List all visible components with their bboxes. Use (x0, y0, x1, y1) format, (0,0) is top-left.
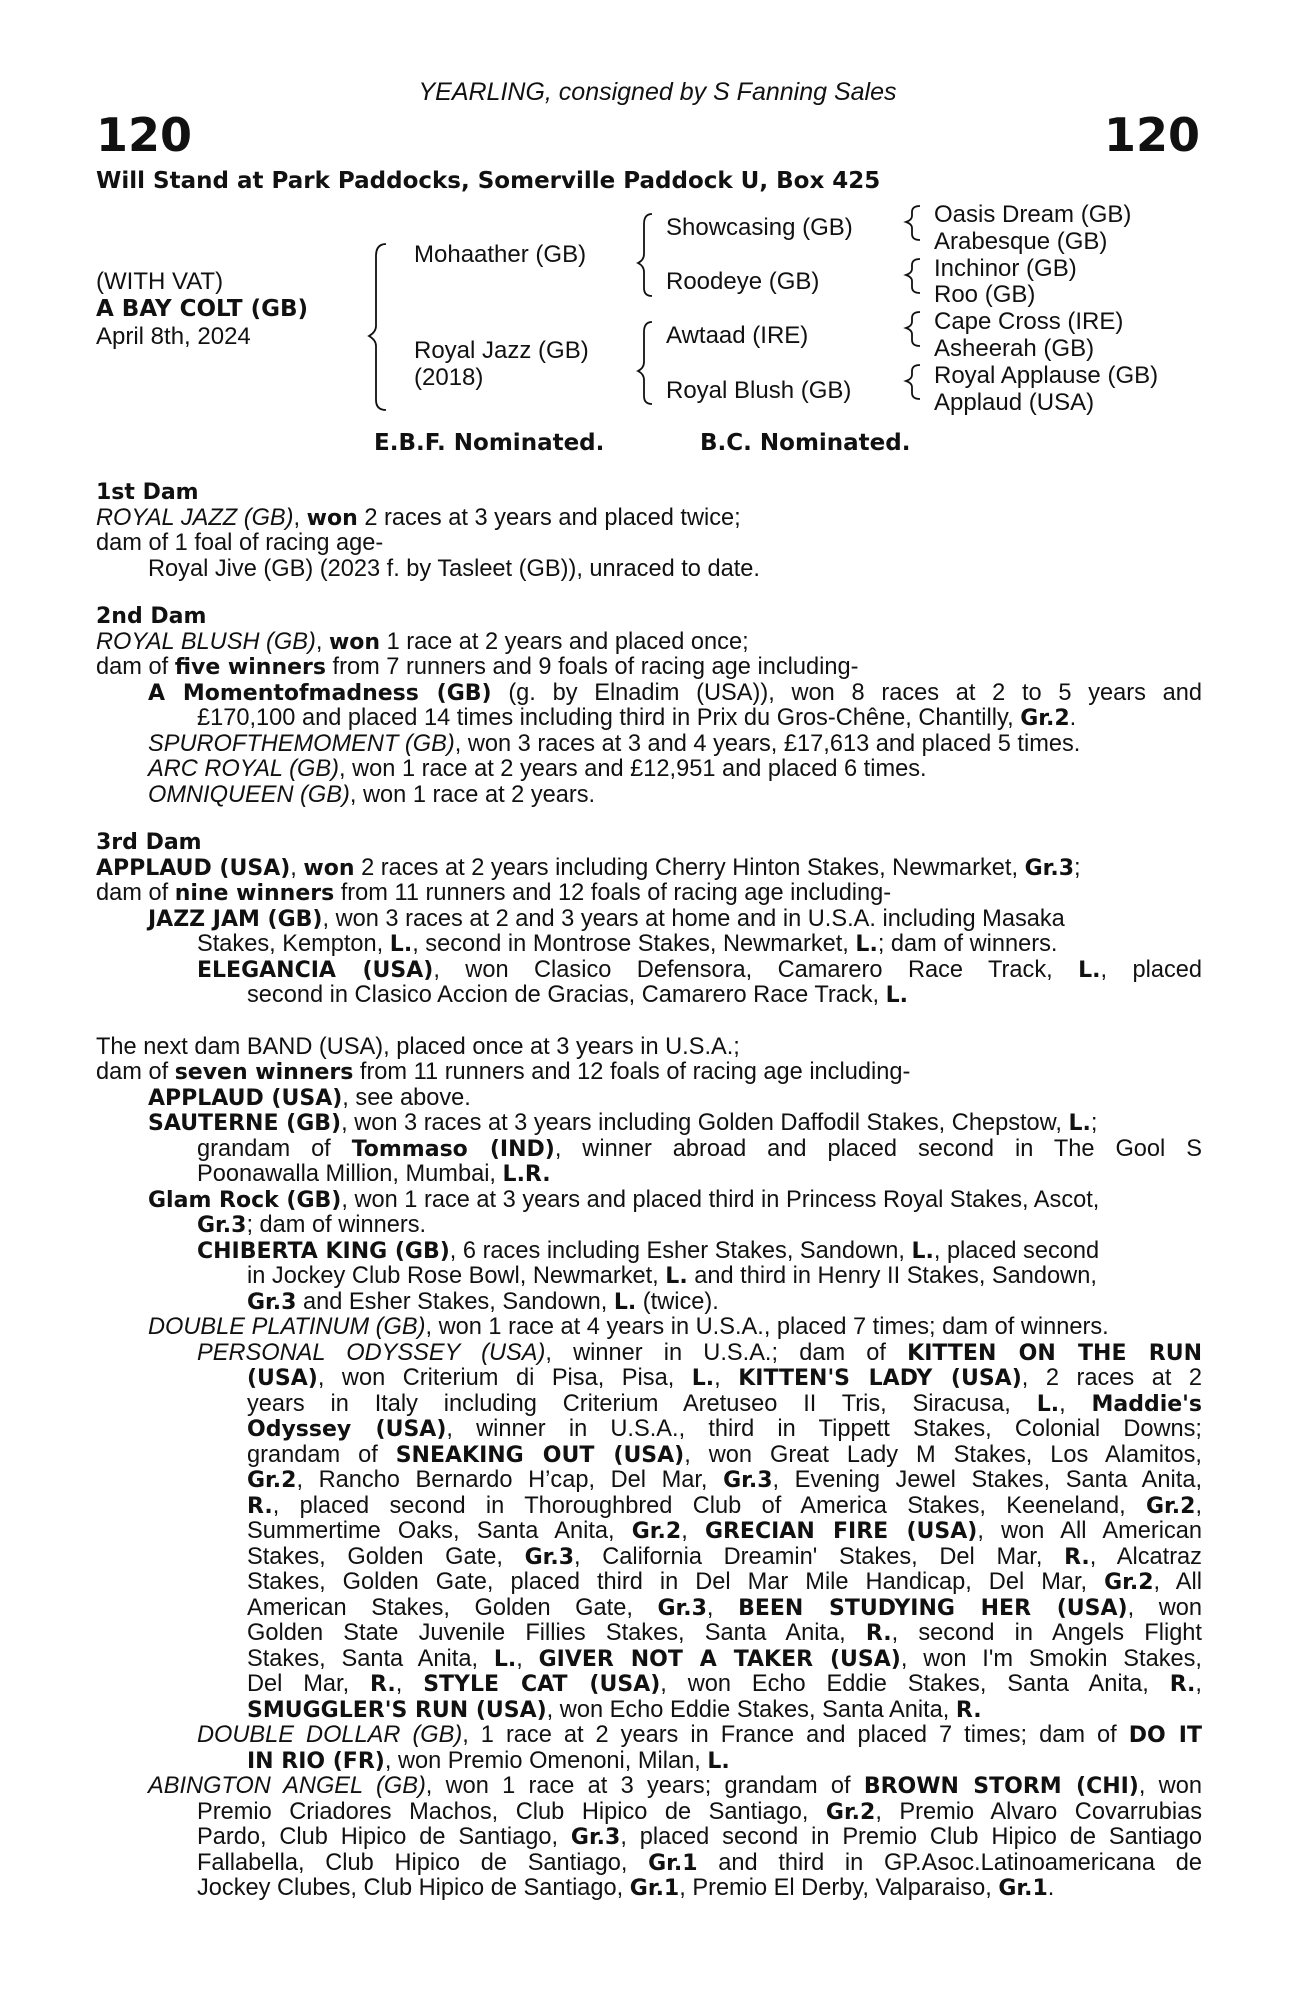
second-dam-heading: 2nd Dam (96, 604, 207, 629)
text: , won 1 race at 3 years; grandam of (425, 1773, 864, 1799)
text: , winner abroad and placed second in The Gool S (554, 1135, 1202, 1162)
pedigree-sdd: Roo (GB) (934, 281, 1036, 308)
text: , won I'm Smokin Stakes, (900, 1645, 1202, 1672)
text: Stakes, Kempton, (197, 931, 390, 957)
text: , Premio Alvaro Covarrubias (875, 1798, 1202, 1825)
text: grandam of (247, 1441, 396, 1468)
pedigree-dam: Royal Jazz (GB) (414, 337, 589, 364)
elegancia-line-2 (96, 983, 1202, 1009)
text: Stakes, Golden Gate, placed third in Del Mar Mile Handicap, Del Mar, (247, 1569, 1105, 1595)
text: , second in Montrose Stakes, Newmarket, (412, 931, 856, 957)
sauterne-name: SAUTERNE (GB) (148, 1111, 342, 1136)
text: dam of (96, 880, 175, 906)
listed: L. (1078, 957, 1101, 983)
text: , won 3 races at 2 and 3 years at home and in U.S.A. including Masaka (322, 905, 1065, 932)
bc-nominated: B.C. Nominated. (700, 430, 911, 456)
restricted: R. (865, 1621, 892, 1646)
horse-name: STYLE CAT (USA) (423, 1672, 661, 1697)
lot-number-left: 120 (96, 108, 193, 162)
applaud-name: APPLAUD (USA) (148, 1085, 343, 1111)
text: Poonawalla Million, Mumbai, (197, 1161, 503, 1187)
text: dam of (96, 1059, 175, 1085)
text: Del Mar, (247, 1671, 371, 1697)
grade: Gr.3 (197, 1213, 247, 1238)
pedigree-sire: Mohaather (GB) (414, 241, 587, 268)
horse-name: GRECIAN FIRE (USA) (704, 1519, 978, 1544)
grade: Gr.2 (1146, 1493, 1196, 1519)
grade: Gr.3 (524, 1544, 575, 1570)
amm-line-1 (96, 681, 1202, 707)
listed: L. (665, 1264, 688, 1289)
text: , All (1153, 1569, 1202, 1595)
horse-name: Odyssey (USA) (247, 1417, 447, 1442)
bracket-gen1 (369, 244, 386, 410)
glamrock-line-2 (96, 1213, 1202, 1239)
horse-name: DO IT (1128, 1723, 1202, 1748)
text: , 6 races including Esher Stakes, Sandown, (449, 1237, 912, 1264)
text: , Rancho Bernardo H’cap, Del Mar, (296, 1467, 724, 1493)
listed: L. (691, 1366, 715, 1391)
grade: Gr.2 (247, 1468, 297, 1493)
text: Stakes, Santa Anita, (247, 1645, 494, 1672)
listed: L. (1068, 1111, 1091, 1136)
applaud-line (96, 1086, 1202, 1112)
amm-name: A Momentofmadness (GB) (148, 680, 492, 706)
doubledollar-line-2 (96, 1749, 1202, 1775)
text: Summertime Oaks, Santa Anita, (247, 1518, 632, 1544)
text: , Alcatraz (1089, 1543, 1202, 1570)
text: ; dam of winners. (246, 1212, 427, 1238)
odyssey-line-12 (96, 1621, 1202, 1647)
text: , won 3 races at 3 years including Golden Daffodil Stakes, Chepstow, (341, 1110, 1069, 1136)
lot-number-right: 120 (1103, 108, 1200, 162)
text: , placed (1100, 956, 1203, 983)
consignor-line: YEARLING, consigned by S Fanning Sales (418, 78, 897, 106)
third-dam-heading: 3rd Dam (96, 830, 202, 855)
spur-line (96, 732, 1202, 758)
odyssey-line-14 (96, 1672, 1202, 1698)
arc-line (96, 757, 1202, 783)
first-dam-foal: Royal Jive (GB) (2023 f. by Tasleet (GB)), unraced to date. (148, 555, 760, 582)
text: Premio Criadores Machos, Club Hipico de Santiago, (197, 1798, 826, 1825)
horse-name: BEEN STUDYING HER (USA) (738, 1595, 1128, 1621)
produce-record (96, 480, 1202, 1902)
chiberta-line-3 (96, 1290, 1202, 1316)
listed: L. (1036, 1391, 1060, 1417)
text: dam of (96, 654, 175, 680)
text: ; dam of winners. (877, 931, 1058, 957)
horse-name: KITTEN ON THE RUN (907, 1340, 1203, 1366)
text: grandam of (197, 1135, 352, 1162)
third-dam-name: APPLAUD (USA) (96, 855, 291, 881)
abington-name: ABINGTON ANGEL (GB) (148, 1773, 426, 1799)
text: and third in GP.Asoc.Latinoamericana de (697, 1849, 1202, 1876)
grade: Gr.2 (631, 1519, 682, 1544)
text: , (706, 1594, 739, 1621)
grade: Gr.3 (247, 1289, 297, 1315)
doubledollar-name: DOUBLE DOLLAR (GB) (197, 1722, 463, 1748)
second-dam-line: ROYAL BLUSH (GB), won 1 race at 2 years and placed once; (96, 628, 749, 655)
first-dam-name: ROYAL JAZZ (GB) (96, 504, 294, 531)
text: , placed second in Thoroughbred Club of America Stakes, Keeneland, (272, 1492, 1146, 1519)
listed: L. (613, 1289, 637, 1315)
text: , won Clasico Defensora, Camarero Race Track, (433, 956, 1079, 983)
grade: Gr.3 (1024, 855, 1075, 881)
pedigree-dam-sire: Awtaad (IRE) (666, 322, 809, 349)
horse-name: KITTEN'S LADY (USA) (738, 1366, 1022, 1391)
text: , won 3 races at 3 and 4 years, £17,613 and placed 5 times. (454, 730, 1081, 757)
next-dam-line: The next dam BAND (USA), placed once at 3 years in U.S.A.; (96, 1033, 740, 1060)
text: Stakes, Golden Gate, (247, 1543, 525, 1570)
text: ; (1090, 1110, 1098, 1136)
elegancia-name: ELEGANCIA (USA) (197, 957, 434, 983)
text: , (1195, 1671, 1202, 1697)
text: , second in Angels Flight (891, 1620, 1202, 1646)
horse-name: Maddie's (1091, 1391, 1202, 1417)
pedigree-ddd: Applaud (USA) (934, 389, 1095, 416)
odyssey-line-4 (96, 1417, 1202, 1443)
text: , placed second (933, 1237, 1100, 1264)
chiberta-line-2 (96, 1264, 1202, 1290)
listed: L. (911, 1238, 934, 1264)
text: from 7 runners and 9 foals of racing age including- (325, 654, 859, 680)
text: (twice). (636, 1288, 719, 1315)
restricted: R. (1064, 1544, 1090, 1570)
text: 2 races at 2 years including Cherry Hinton Stakes, Newmarket, (354, 854, 1025, 881)
jazzjam-name: JAZZ JAM (GB) (148, 906, 323, 932)
text: , won Echo Eddie Stakes, Santa Anita, (546, 1696, 956, 1723)
sauterne-line-2 (96, 1137, 1202, 1163)
horse-name: (USA) (247, 1366, 318, 1391)
text: ; (1074, 854, 1081, 881)
odyssey-line-9 (96, 1545, 1202, 1571)
text: , (516, 1645, 539, 1672)
second-dam-produce (96, 655, 1202, 681)
text: . (1047, 1875, 1055, 1901)
winners-count: five winners (174, 655, 326, 680)
spur-name: SPUROFTHEMOMENT (GB) (148, 730, 455, 757)
text: in Jockey Club Rose Bowl, Newmarket, (247, 1263, 666, 1289)
text: , won 1 race at 2 years. (349, 781, 596, 808)
pedigree-brackets (0, 0, 1315, 460)
first-dam-heading: 1st Dam (96, 480, 199, 505)
stand-location: Will Stand at Park Paddocks, Somerville Paddock U, Box 425 (96, 168, 881, 194)
third-dam-line: APPLAUD (USA), won 2 races at 2 years including Cherry Hinton Stakes, Newmarket, Gr.3; (96, 854, 1081, 881)
text: , winner in U.S.A., third in Tippett Stakes, Colonial Downs; (446, 1416, 1202, 1442)
text: , 2 races at 2 (1021, 1365, 1203, 1391)
pedigree-sds: Inchinor (GB) (934, 255, 1077, 282)
text: , won 1 race at 3 years and placed third in Princess Royal Stakes, Ascot, (341, 1186, 1100, 1213)
text: , won 1 race at 4 years in U.S.A., placed 7 times; dam of winners. (425, 1314, 1109, 1340)
omni-line (96, 783, 1202, 809)
text: , won Premio Omenoni, Milan, (384, 1747, 708, 1774)
second-dam-record: 1 race at 2 years and placed once; (380, 628, 749, 655)
listed: L. (855, 932, 878, 957)
jazzjam-line-1 (96, 907, 1202, 933)
text: , California Dreamin' Stakes, Del Mar, (574, 1543, 1065, 1570)
jazzjam-line-2 (96, 932, 1202, 958)
doubledollar-line-1 (96, 1723, 1202, 1749)
bracket-sire (638, 214, 652, 296)
text: , won Criterium di Pisa, Pisa, (317, 1365, 692, 1391)
omni-name: OMNIQUEEN (GB) (148, 781, 350, 808)
doubleplatinum-line (96, 1315, 1202, 1341)
horse-name: SNEAKING OUT (USA) (395, 1442, 685, 1468)
odyssey-line-10 (96, 1570, 1202, 1596)
listed: L. (493, 1646, 517, 1672)
restricted: R. (1169, 1672, 1196, 1697)
bracket-dam (638, 322, 652, 404)
odyssey-line-5 (96, 1443, 1202, 1469)
odyssey-line-8 (96, 1519, 1202, 1545)
odyssey-line-2 (96, 1366, 1202, 1392)
doubleplatinum-name: DOUBLE PLATINUM (GB) (148, 1314, 426, 1340)
text: , Premio El Derby, Valparaiso, (679, 1875, 999, 1901)
pedigree-sire-sire: Showcasing (GB) (666, 214, 853, 241)
amm-line-2 (96, 706, 1202, 732)
restricted: R. (247, 1493, 273, 1519)
listed: L. (885, 983, 908, 1008)
bracket-dd (906, 365, 920, 399)
text: , won (1138, 1773, 1202, 1799)
text: and third in Henry II Stakes, Sandown, (687, 1263, 1097, 1289)
pedigree-dds: Royal Applause (GB) (934, 362, 1159, 389)
horse-name: SMUGGLER'S RUN (USA) (247, 1697, 547, 1723)
restricted: R. (370, 1672, 396, 1697)
elegancia-line-1 (96, 958, 1202, 984)
horse-name: IN RIO (FR) (247, 1748, 385, 1774)
text: Golden State Juvenile Fillies Stakes, Santa Anita, (247, 1620, 866, 1646)
text: from 11 runners and 12 foals of racing age including- (353, 1059, 911, 1085)
text: , see above. (342, 1084, 471, 1111)
abington-line-4 (96, 1851, 1202, 1877)
text: . (1069, 705, 1077, 731)
arc-name: ARC ROYAL (GB) (148, 756, 339, 782)
glamrock-line-1 (96, 1188, 1202, 1214)
abington-line-5 (96, 1876, 1202, 1902)
text: from 11 runners and 12 foals of racing age including- (334, 880, 892, 906)
text: second in Clasico Accion de Gracias, Camarero Race Track, (247, 982, 886, 1008)
horse-name: A BAY COLT (GB) (96, 296, 309, 322)
listed: L.R. (502, 1162, 551, 1187)
winners-count: seven winners (174, 1060, 354, 1085)
won-text: won (303, 855, 355, 881)
text: years in Italy including Criterium Aretuseo II Tris, Siracusa, (247, 1390, 1037, 1417)
bracket-ds (906, 312, 920, 346)
chiberta-name: CHIBERTA KING (GB) (197, 1238, 450, 1264)
first-dam-record: 2 races at 3 years and placed twice; (357, 504, 741, 531)
text: (g. by Elnadim (USA)), won 8 races at 2 to 5 years and (491, 679, 1202, 706)
bracket-ss (906, 206, 920, 240)
odyssey-name: PERSONAL ODYSSEY (USA) (197, 1339, 546, 1366)
text: , (1059, 1390, 1092, 1417)
odyssey-line-15 (96, 1698, 1202, 1724)
odyssey-line-11 (96, 1596, 1202, 1622)
listed: L. (389, 932, 413, 957)
pedigree-dam-year: (2018) (414, 364, 484, 391)
text: Jockey Clubes, Club Hipico de Santiago, (197, 1875, 630, 1901)
chiberta-line-1 (96, 1239, 1202, 1265)
horse-name: BROWN STORM (CHI) (863, 1774, 1139, 1799)
bracket-sd (906, 259, 920, 293)
glamrock-name: Glam Rock (GB) (148, 1187, 342, 1213)
text: £170,100 and placed 14 times including third in Prix du Gros-Chêne, Chantilly, (197, 705, 1021, 731)
won-text: won (306, 505, 358, 531)
text: , winner in U.S.A.; dam of (545, 1339, 908, 1366)
pedigree-dsd: Asheerah (GB) (934, 335, 1095, 362)
pedigree-sire-dam: Roodeye (GB) (666, 268, 820, 295)
abington-line-2 (96, 1800, 1202, 1826)
listed: L. (707, 1748, 730, 1774)
text: , won All American (977, 1518, 1202, 1544)
grade: Gr.2 (825, 1799, 876, 1825)
pedigree-dam-dam: Royal Blush (GB) (666, 377, 852, 404)
text: , won (1127, 1594, 1202, 1621)
grade: Gr.1 (648, 1850, 698, 1876)
grade: Gr.3 (657, 1595, 707, 1621)
text: , (681, 1518, 705, 1544)
odyssey-line-6 (96, 1468, 1202, 1494)
pedigree-dss: Cape Cross (IRE) (934, 308, 1124, 335)
restricted: R. (955, 1697, 982, 1723)
pedigree-ssd: Arabesque (GB) (934, 228, 1108, 255)
text: , placed second in Premio Club Hipico de Santiago (620, 1824, 1202, 1850)
grade: Gr.3 (723, 1468, 773, 1493)
text: Pardo, Club Hipico de Santiago, (197, 1824, 571, 1850)
text: Fallabella, Club Hipico de Santiago, (197, 1849, 649, 1876)
grade: Gr.1 (629, 1876, 680, 1901)
tommaso-name: Tommaso (IND) (351, 1136, 555, 1162)
sauterne-line-1 (96, 1111, 1202, 1137)
odyssey-line-1 (96, 1341, 1202, 1367)
next-dam-produce (96, 1060, 1202, 1086)
horse-name: GIVER NOT A TAKER (USA) (538, 1646, 901, 1672)
odyssey-line-13 (96, 1647, 1202, 1673)
grade: Gr.1 (998, 1876, 1048, 1901)
won-text: won (328, 629, 381, 655)
text: , 1 race at 2 years in France and placed 7 times; dam of (462, 1722, 1129, 1748)
first-dam-line: ROYAL JAZZ (GB), won 2 races at 3 years and placed twice; (96, 504, 741, 531)
abington-line-3 (96, 1825, 1202, 1851)
text: and Esher Stakes, Sandown, (296, 1288, 614, 1315)
grade: Gr.2 (1020, 706, 1070, 731)
grade: Gr.2 (1104, 1570, 1154, 1595)
text: , (395, 1671, 424, 1697)
pedigree-sss: Oasis Dream (GB) (934, 201, 1132, 228)
odyssey-line-3 (96, 1392, 1202, 1418)
ebf-nominated: E.B.F. Nominated. (374, 430, 605, 456)
text: , Evening Jewel Stakes, Santa Anita, (772, 1467, 1202, 1493)
abington-line-1 (96, 1774, 1202, 1800)
odyssey-line-7 (96, 1494, 1202, 1520)
text: , won Echo Eddie Stakes, Santa Anita, (660, 1671, 1170, 1697)
foaling-date: April 8th, 2024 (96, 323, 251, 350)
grade: Gr.3 (570, 1825, 621, 1850)
first-dam-produce: dam of 1 foal of racing age- (96, 530, 384, 556)
third-dam-produce (96, 881, 1202, 907)
vat-note: (WITH VAT) (96, 268, 224, 295)
text: , (1195, 1492, 1202, 1519)
text: American Stakes, Golden Gate, (247, 1594, 658, 1621)
text: , won Great Lady M Stakes, Los Alamitos, (684, 1441, 1202, 1468)
winners-count: nine winners (174, 881, 335, 906)
sauterne-line-3 (96, 1162, 1202, 1188)
text: , (714, 1365, 739, 1391)
text: , won 1 race at 2 years and £12,951 and placed 6 times. (339, 756, 927, 782)
second-dam-name: ROYAL BLUSH (GB) (96, 628, 316, 655)
